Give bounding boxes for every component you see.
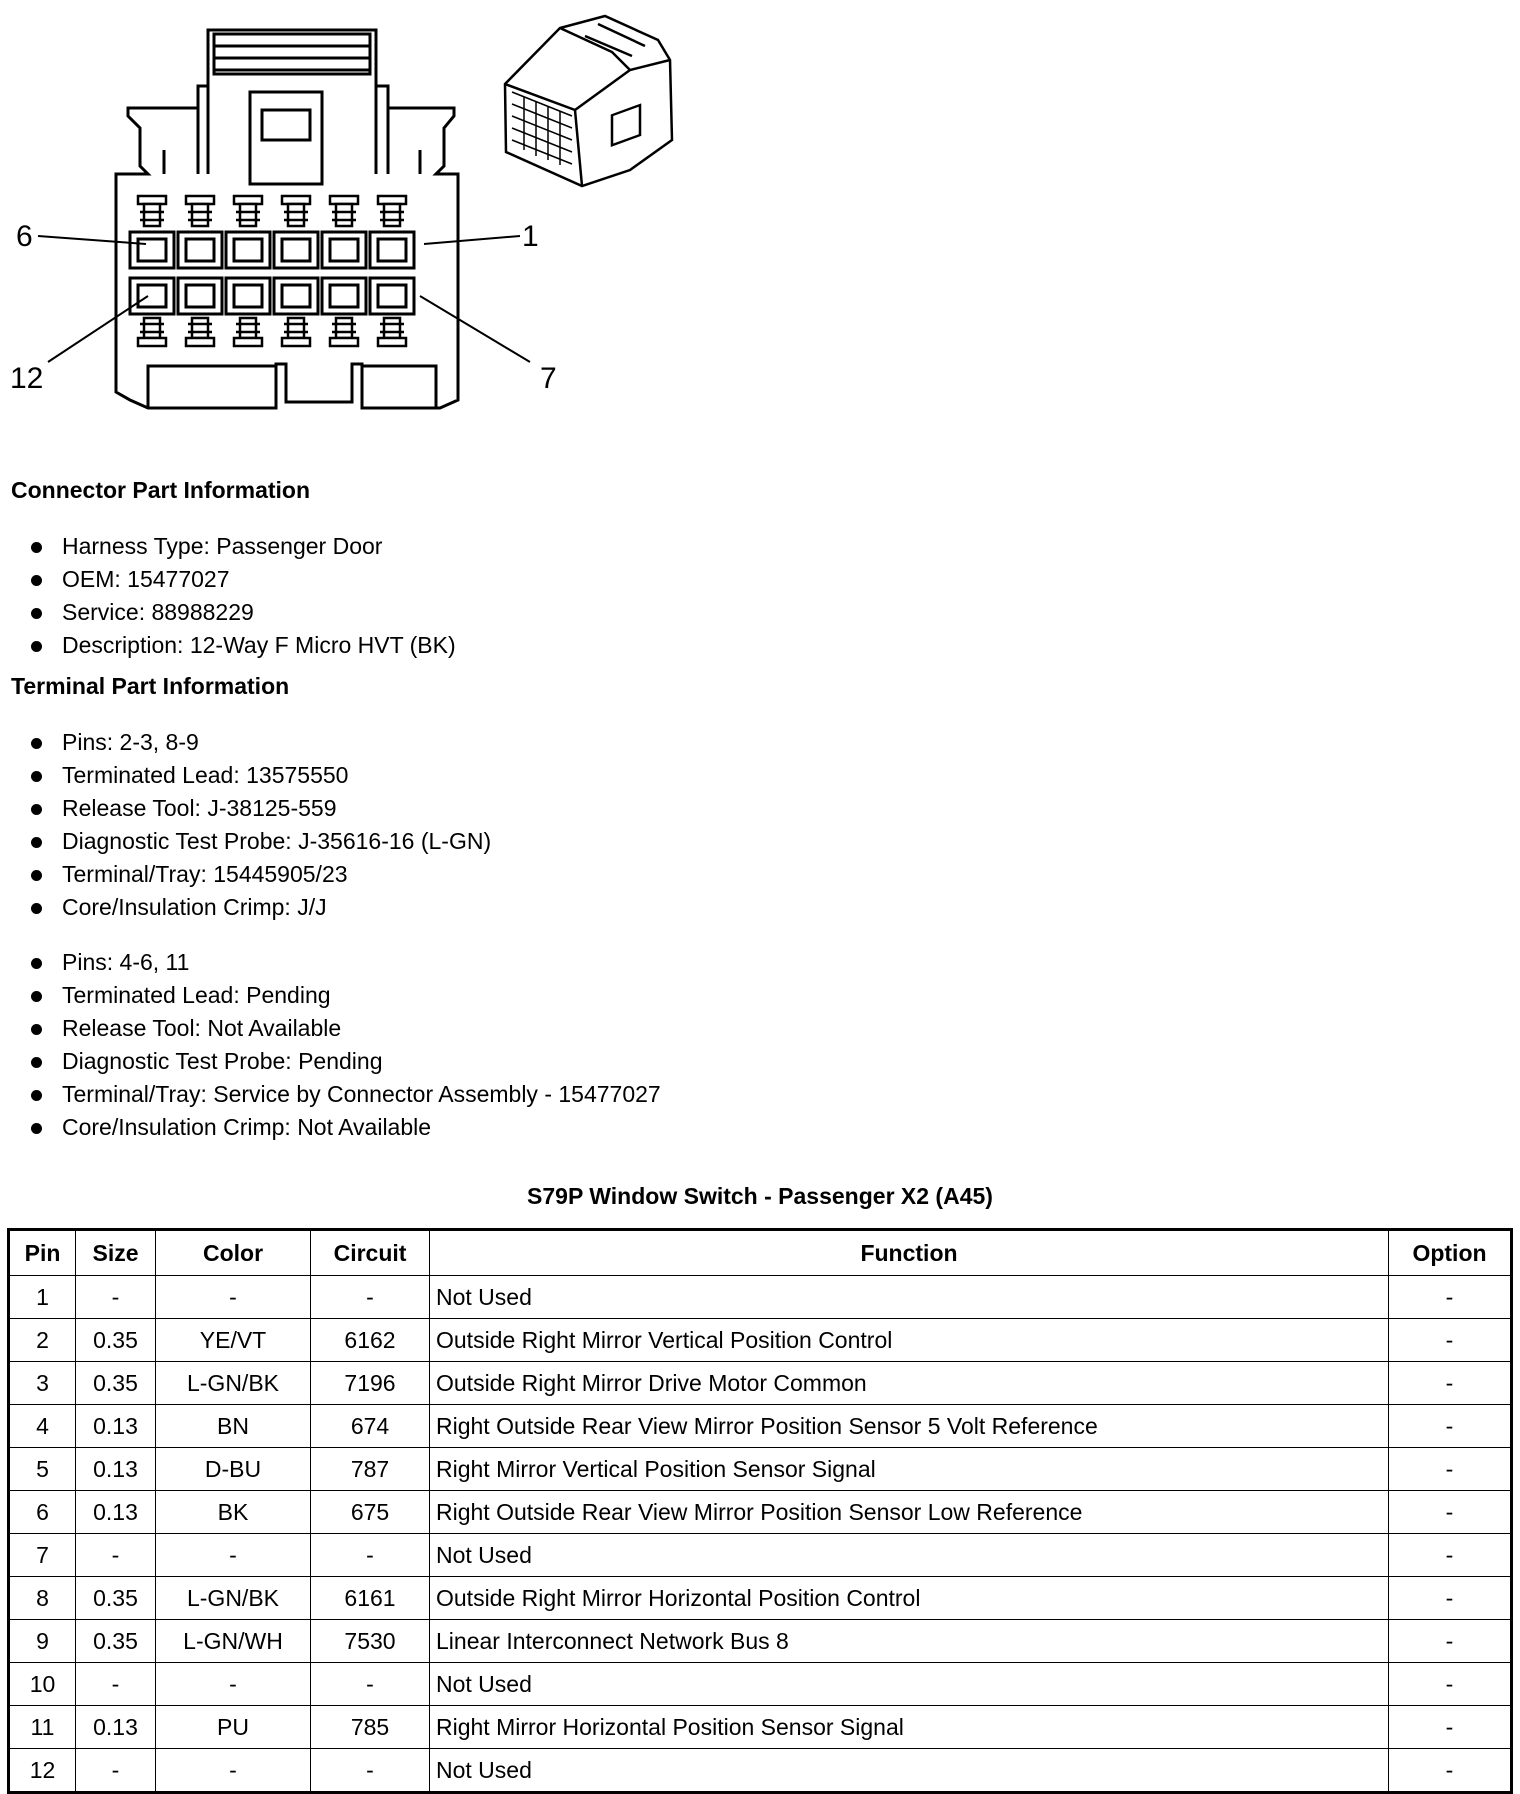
cell-function: Not Used — [430, 1749, 1389, 1793]
terminal-stub — [186, 318, 214, 346]
cell-pin: 11 — [9, 1706, 76, 1749]
cell-option: - — [1389, 1405, 1512, 1448]
table-header-row — [9, 1230, 1512, 1276]
cavity — [322, 232, 366, 268]
cell-color: D-BU — [156, 1448, 311, 1491]
table-row — [9, 1491, 1512, 1534]
pinout-table-title: S79P Window Switch - Passenger X2 (A45) — [527, 1183, 993, 1209]
cell-size: - — [76, 1663, 156, 1706]
cell-pin: 4 — [9, 1405, 76, 1448]
cavity — [322, 278, 366, 314]
cavity — [370, 278, 414, 314]
list-item: Description: 12-Way F Micro HVT (BK) — [26, 629, 456, 662]
cavity — [226, 278, 270, 314]
pin-label-12: 12 — [10, 362, 44, 395]
cell-function: Right Outside Rear View Mirror Position Sensor Low Reference — [430, 1491, 1389, 1534]
cell-option: - — [1389, 1663, 1512, 1706]
cell-color: - — [156, 1276, 311, 1319]
cell-function: Right Mirror Vertical Position Sensor Signal — [430, 1448, 1389, 1491]
terminal-stub — [330, 318, 358, 346]
terminal-stub — [282, 196, 310, 226]
list-item: Terminated Lead: Pending — [26, 979, 661, 1012]
terminal-stub — [138, 318, 166, 346]
list-item: Pins: 2-3, 8-9 — [26, 726, 491, 759]
cell-circuit: 674 — [311, 1405, 430, 1448]
cell-size: 0.13 — [76, 1405, 156, 1448]
col-pin: Pin — [9, 1230, 76, 1276]
table-row — [9, 1663, 1512, 1706]
cell-pin: 10 — [9, 1663, 76, 1706]
table-row — [9, 1448, 1512, 1491]
terminal-stub — [234, 318, 262, 346]
cell-color: BN — [156, 1405, 311, 1448]
cell-color: L-GN/WH — [156, 1620, 311, 1663]
list-item: Terminal/Tray: Service by Connector Assembly - 15477027 — [26, 1078, 661, 1111]
cell-circuit: 7196 — [311, 1362, 430, 1405]
cell-option: - — [1389, 1534, 1512, 1577]
cell-option: - — [1389, 1620, 1512, 1663]
list-item: Terminal/Tray: 15445905/23 — [26, 858, 491, 891]
cell-color: - — [156, 1663, 311, 1706]
table-row — [9, 1620, 1512, 1663]
pinout-table — [7, 1228, 1513, 1794]
col-circuit: Circuit — [311, 1230, 430, 1276]
cell-size: 0.13 — [76, 1706, 156, 1749]
cell-circuit: - — [311, 1663, 430, 1706]
cavity — [370, 232, 414, 268]
cell-color: L-GN/BK — [156, 1362, 311, 1405]
cell-circuit: - — [311, 1534, 430, 1577]
list-item: Harness Type: Passenger Door — [26, 530, 456, 563]
cell-circuit: 6161 — [311, 1577, 430, 1620]
cell-color: L-GN/BK — [156, 1577, 311, 1620]
cell-option: - — [1389, 1362, 1512, 1405]
terminal-info-list-1 — [26, 726, 491, 924]
cell-size: 0.35 — [76, 1362, 156, 1405]
table-row — [9, 1276, 1512, 1319]
connector-isometric-view-icon — [505, 16, 672, 186]
terminal-stub — [378, 196, 406, 226]
cell-function: Linear Interconnect Network Bus 8 — [430, 1620, 1389, 1663]
terminal-info-list-2 — [26, 946, 661, 1144]
cell-circuit: 6162 — [311, 1319, 430, 1362]
cell-pin: 9 — [9, 1620, 76, 1663]
cell-circuit: 787 — [311, 1448, 430, 1491]
cell-function: Outside Right Mirror Drive Motor Common — [430, 1362, 1389, 1405]
connector-info-list — [26, 530, 456, 662]
terminal-stub — [282, 318, 310, 346]
table-row — [9, 1534, 1512, 1577]
cell-function: Right Mirror Horizontal Position Sensor Signal — [430, 1706, 1389, 1749]
cell-circuit: 785 — [311, 1706, 430, 1749]
cell-option: - — [1389, 1706, 1512, 1749]
cavity — [226, 232, 270, 268]
list-item: Core/Insulation Crimp: J/J — [26, 891, 491, 924]
cell-pin: 5 — [9, 1448, 76, 1491]
terminal-stub — [138, 196, 166, 226]
cell-option: - — [1389, 1577, 1512, 1620]
cell-option: - — [1389, 1276, 1512, 1319]
list-item: Release Tool: J-38125-559 — [26, 792, 491, 825]
col-color: Color — [156, 1230, 311, 1276]
list-item: Service: 88988229 — [26, 596, 456, 629]
terminal-stub — [186, 196, 214, 226]
terminal-stub — [234, 196, 262, 226]
cavity — [178, 232, 222, 268]
terminal-info-title: Terminal Part Information — [11, 673, 290, 699]
cell-size: 0.35 — [76, 1620, 156, 1663]
pin-label-1: 1 — [522, 220, 539, 253]
cell-pin: 3 — [9, 1362, 76, 1405]
cell-size: 0.35 — [76, 1319, 156, 1362]
cell-size: 0.35 — [76, 1577, 156, 1620]
cell-color: YE/VT — [156, 1319, 311, 1362]
pin-label-6: 6 — [16, 220, 33, 253]
cell-pin: 2 — [9, 1319, 76, 1362]
cavity — [274, 278, 318, 314]
cell-function: Not Used — [430, 1534, 1389, 1577]
cell-color: - — [156, 1749, 311, 1793]
cavity — [130, 232, 174, 268]
cell-pin: 12 — [9, 1749, 76, 1793]
cell-pin: 7 — [9, 1534, 76, 1577]
connector-diagram — [0, 0, 760, 440]
col-function: Function — [430, 1230, 1389, 1276]
list-item: Pins: 4-6, 11 — [26, 946, 661, 979]
cell-function: Outside Right Mirror Vertical Position Control — [430, 1319, 1389, 1362]
list-item: Diagnostic Test Probe: J-35616-16 (L-GN) — [26, 825, 491, 858]
cell-color: BK — [156, 1491, 311, 1534]
cell-option: - — [1389, 1749, 1512, 1793]
cell-size: 0.13 — [76, 1448, 156, 1491]
cell-option: - — [1389, 1319, 1512, 1362]
cell-circuit: - — [311, 1276, 430, 1319]
cell-option: - — [1389, 1491, 1512, 1534]
terminal-stub — [330, 196, 358, 226]
list-item: OEM: 15477027 — [26, 563, 456, 596]
table-row — [9, 1405, 1512, 1448]
cavity-rows — [130, 232, 414, 314]
table-row — [9, 1577, 1512, 1620]
upper-terminal-stubs — [138, 196, 406, 346]
cell-function: Not Used — [430, 1663, 1389, 1706]
list-item: Core/Insulation Crimp: Not Available — [26, 1111, 661, 1144]
table-row — [9, 1706, 1512, 1749]
cavity — [274, 232, 318, 268]
cavity — [130, 278, 174, 314]
cell-function: Not Used — [430, 1276, 1389, 1319]
cavity — [178, 278, 222, 314]
col-option: Option — [1389, 1230, 1512, 1276]
cell-function: Right Outside Rear View Mirror Position Sensor 5 Volt Reference — [430, 1405, 1389, 1448]
list-item: Release Tool: Not Available — [26, 1012, 661, 1045]
cell-size: - — [76, 1749, 156, 1793]
cell-size: - — [76, 1534, 156, 1577]
cell-circuit: - — [311, 1749, 430, 1793]
cell-circuit: 7530 — [311, 1620, 430, 1663]
cell-size: - — [76, 1276, 156, 1319]
cell-option: - — [1389, 1448, 1512, 1491]
cell-circuit: 675 — [311, 1491, 430, 1534]
cell-function: Outside Right Mirror Horizontal Position Control — [430, 1577, 1389, 1620]
cell-color: PU — [156, 1706, 311, 1749]
table-row — [9, 1362, 1512, 1405]
cell-color: - — [156, 1534, 311, 1577]
table-row — [9, 1749, 1512, 1793]
pin-label-7: 7 — [540, 362, 557, 395]
terminal-stub — [378, 318, 406, 346]
table-row — [9, 1319, 1512, 1362]
connector-info-title: Connector Part Information — [11, 477, 311, 503]
list-item: Diagnostic Test Probe: Pending — [26, 1045, 661, 1078]
cell-size: 0.13 — [76, 1491, 156, 1534]
col-size: Size — [76, 1230, 156, 1276]
cell-pin: 1 — [9, 1276, 76, 1319]
cell-pin: 8 — [9, 1577, 76, 1620]
list-item: Terminated Lead: 13575550 — [26, 759, 491, 792]
cell-pin: 6 — [9, 1491, 76, 1534]
